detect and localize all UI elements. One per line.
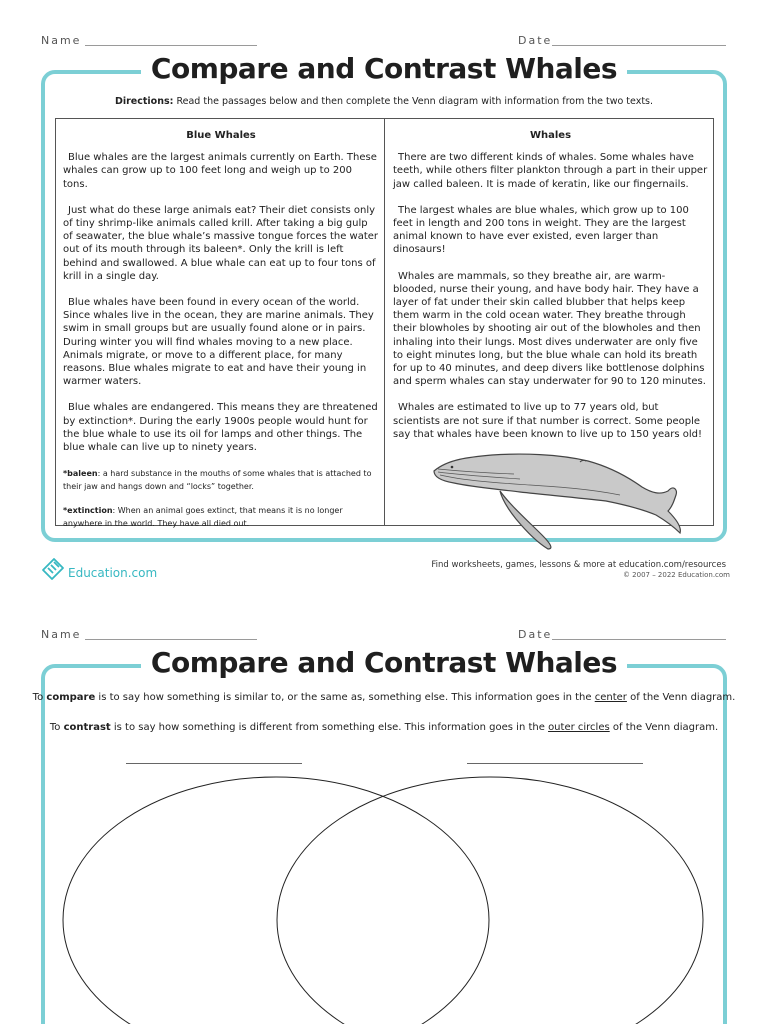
education-logo-icon[interactable] [40, 556, 66, 582]
blue-whales-column [63, 119, 379, 541]
passage-paragraph: Blue whales are the largest animals currently on Earth. These whales can grow up to 100 feet long and weigh up to 200 tons. [63, 152, 377, 190]
column-divider [384, 119, 385, 525]
compare-definition: To compare is to say how something is similar to, or the same as, something else. This information goes in the center of the Venn diagram. [32, 692, 736, 703]
passage-paragraph: Blue whales have been found in every ocean of the world. Since whales live in the ocean, they are marine animals. They swim in small groups but are usually found alone or in pairs. During winter you will find whales moving to a new place. Animals migrate, or move to a different place, for many reasons. Blue whales migrate to eat and have their young in warmer waters. [63, 297, 374, 388]
baleen-footnote: *baleen: a hard substance in the mouths of some whales that is attached to their jaw and hangs down and “locks” together. [63, 469, 372, 492]
name-date-row [0, 34, 768, 50]
page-title: Compare and Contrast Whales [0, 52, 768, 85]
passage-paragraph: The largest whales are blue whales, which grow up to 100 feet in length and 200 tons in weight. They are the largest animal known to have ever existed, even larger than dinosaurs! [393, 204, 689, 256]
date-line[interactable] [552, 45, 726, 46]
footer-copyright: © 2007 – 2022 Education.com [622, 571, 730, 579]
education-logo-text[interactable]: Education.com [68, 566, 158, 580]
whales-column [393, 119, 708, 454]
passage-paragraph: There are two different kinds of whales. Some whales have teeth, while others filter plankton through a part in their upper jaw called baleen. It is made of keratin, like our fingernails. [393, 152, 708, 190]
passage-paragraph: Blue whales are endangered. This means they are threatened by extinction*. During the early 1900s people would hunt for the blue whale to use its oil for lamps and other things. The blue whale can live up to ninety years. [63, 402, 378, 454]
footer-resources[interactable]: Find worksheets, games, lessons & more at education.com/resources [431, 560, 726, 570]
venn-left-circle [63, 777, 489, 1024]
passage-paragraph: Just what do these large animals eat? Their diet consists only of tiny shrimp-like animals called krill. After taking a big gulp of seawater, the blue whale’s massive tongue forces the water out of its mouth through its baleen*. Only the krill is left behind and swallowed. A blue whale can eat up to four tons of krill in a single day. [63, 204, 379, 282]
name-label: Name [41, 628, 82, 641]
contrast-definition: To contrast is to say how something is different from something else. This information goes in the outer circles of the Venn diagram. [49, 722, 719, 733]
directions-text: Read the passages below and then complete the Venn diagram with information from the two texts. [176, 96, 654, 107]
date-label: Date [518, 34, 553, 47]
extinction-footnote: *extinction: When an animal goes extinct, that means it is no longer anywhere in the world. They have all died out. [63, 506, 343, 529]
whale-illustration [430, 445, 686, 551]
passage-paragraph: Whales are mammals, so they breathe air, are warm-blooded, nurse their young, and have body hair. They have a layer of fat under their skin called blubber that helps keep them warm in the cold ocean water. They breathe through their blowholes by shooting air out of the blowholes and then inhaling into their lungs. Most dives underwater are only five to eight minutes long, but the blue whale can hold its breath for up to 40 minutes, and deep divers like bottlenose dolphins and sperm whales can stay underwater for 90 to 120 minutes. [393, 270, 706, 388]
name-line[interactable] [85, 639, 257, 640]
directions [0, 96, 768, 107]
page-title: Compare and Contrast Whales [0, 646, 768, 679]
blue-whales-heading: Blue Whales [186, 130, 256, 141]
date-line[interactable] [552, 639, 726, 640]
passage-paragraph: Whales are estimated to live up to 77 years old, but scientists are not sure if that number is correct. Some people say that whales have been known to live up to 150 years old! [393, 402, 703, 440]
venn-diagram [0, 760, 768, 1024]
date-label: Date [518, 628, 553, 641]
name-line[interactable] [85, 45, 257, 46]
whales-heading: Whales [529, 130, 572, 141]
name-date-row [0, 628, 768, 644]
directions-label: Directions: [114, 96, 174, 107]
venn-right-circle [277, 777, 703, 1024]
name-label: Name [41, 34, 82, 47]
